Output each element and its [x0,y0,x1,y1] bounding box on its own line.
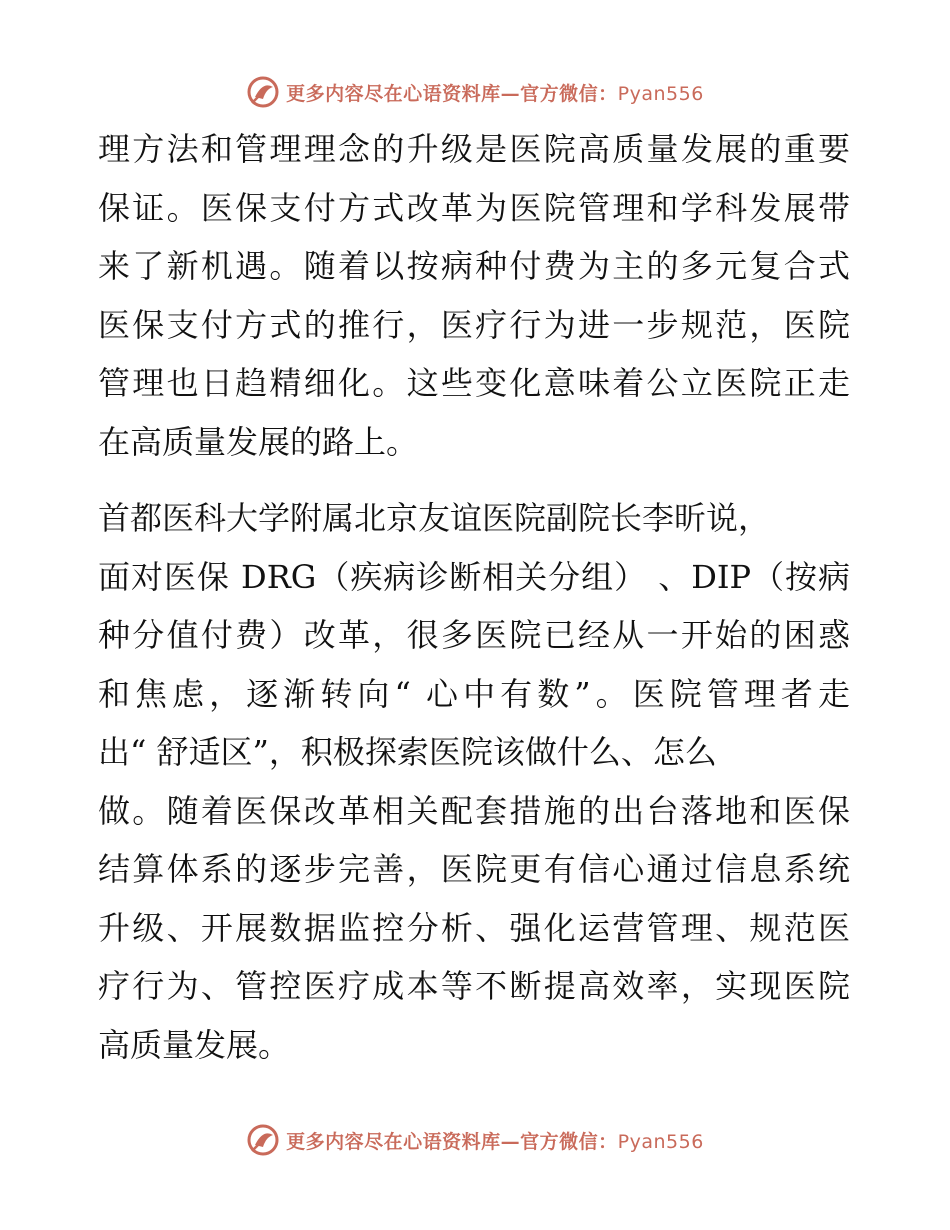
paragraph-1 [98,120,850,471]
text-line: 理方法和管理理念的升级是医院高质量发展的重要 [98,130,850,168]
text-line: 医保支付方式的推行，医疗行为进一步规范，医院 [98,305,850,344]
text-line: 结算体系的逐步完善，医院更有信心通过信息系统 [98,850,850,888]
text-line: 管理也日趋精细化。这些变化意味着公立医院正走 [98,364,850,402]
header-banner [0,70,950,114]
text-line: 疗行为、管控医疗成本等不断提高效率，实现医院 [98,967,850,1005]
paragraph-spacer [98,471,850,489]
text-line: 出“ 舒适区”，积极探索医院该做什么、怎么 [98,733,717,771]
text-line: 种分值付费）改革，很多医院已经从一开始的困惑 [98,616,850,654]
footer-banner [0,1118,950,1162]
wechat-id: Pyan556 [617,82,704,105]
text-line: 来了新机遇。随着以按病种付费为主的多元复合式 [98,247,850,285]
text-line: 保证。医保支付方式改革为医院管理和学科发展带 [98,188,850,227]
text-line: 在高质量发展的路上。 [98,422,419,461]
text-line: 高质量发展。 [98,1025,291,1064]
wechat-id: Pyan556 [617,1130,704,1153]
text-line: 首都医科大学附属北京友谊医院副院长李昕说， [98,499,771,537]
text-line: 升级、开展数据监控分析、强化运营管理、规范医 [98,908,850,947]
text-line: 和焦虑，逐渐转向“ 心中有数”。医院管理者走 [98,674,850,713]
text-line: 做。随着医保改革相关配套措施的出台落地和医保 [98,791,850,830]
banner-text: 更多内容尽在心语资料库—官方微信：Pyan556 [286,1130,704,1153]
document-body [98,120,850,1074]
logo-icon [246,1123,280,1157]
logo-icon [246,75,280,109]
banner-text: 更多内容尽在心语资料库—官方微信：Pyan556 [286,82,704,105]
text-line: 面对医保 DRG（疾病诊断相关分组） 、DIP（按病 [98,557,850,596]
paragraph-2 [98,489,850,1074]
